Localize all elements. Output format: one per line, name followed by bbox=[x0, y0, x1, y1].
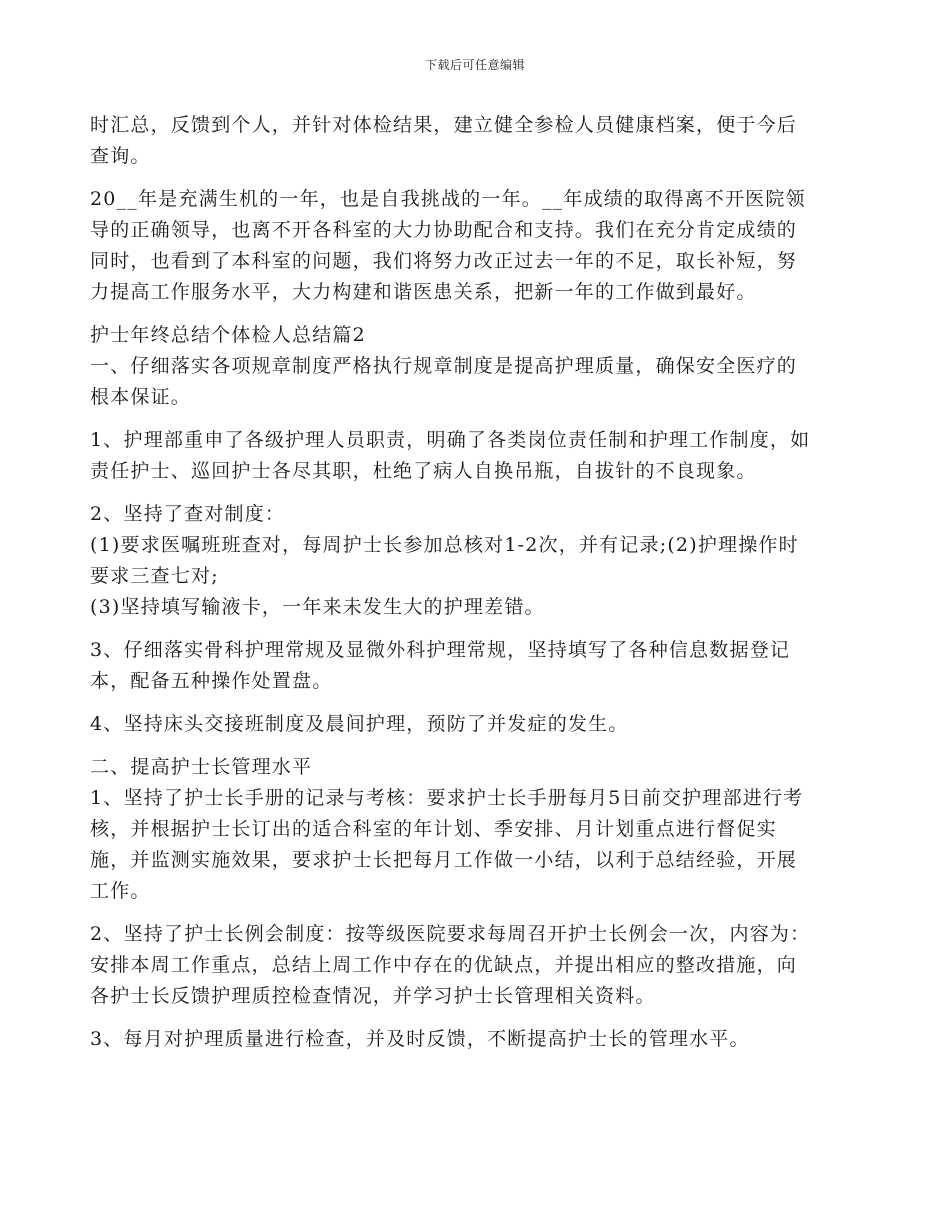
paragraph bbox=[90, 635, 865, 697]
paragraph bbox=[90, 351, 865, 413]
text-line: 要求三查七对; bbox=[90, 565, 219, 587]
text-line: 3、每月对护理质量进行检查，并及时反馈，不断提高护士长的管理水平。 bbox=[90, 1028, 750, 1050]
text-line: 4、坚持床头交接班制度及晨间护理，预防了并发症的发生。 bbox=[90, 713, 629, 735]
text-line: 1、护理部重申了各级护理人员职责，明确了各类岗位责任制和护理工作制度，如 bbox=[90, 429, 811, 451]
text-line: 3、仔细落实骨科护理常规及显微外科护理常规，坚持填写了各种信息数据登记 bbox=[90, 639, 791, 661]
text-line: 2、坚持了查对制度： bbox=[90, 503, 286, 525]
text-line: 2、坚持了护士长例会制度：按等级医院要求每周召开护士长例会一次，内容为： bbox=[90, 923, 811, 945]
paragraph bbox=[90, 919, 865, 1012]
text-line: 20__年是充满生机的一年，也是自我挑战的一年。__年成绩的取得离不开医院领 bbox=[90, 188, 806, 210]
text-line: 一、仔细落实各项规章制度严格执行规章制度是提高护理质量，确保安全医疗的 bbox=[90, 355, 798, 377]
paragraph bbox=[90, 499, 865, 623]
text-line: 导的正确领导，也离不开各科室的大力协助配合和支持。我们在充分肯定成绩的 bbox=[90, 219, 798, 241]
text-line: 同时，也看到了本科室的问题，我们将努力改正过去一年的不足，取长补短，努 bbox=[90, 250, 798, 272]
page-header: 下载后可任意编辑 bbox=[424, 58, 525, 72]
paragraph bbox=[90, 709, 865, 740]
paragraph bbox=[90, 1024, 865, 1055]
text-line: 护士年终总结个体检人总结篇2 bbox=[90, 324, 366, 346]
text-line: 工作。 bbox=[90, 880, 151, 902]
text-line: 各护士长反馈护理质控检查情况，并学习护士长管理相关资料。 bbox=[90, 985, 656, 1007]
paragraph bbox=[90, 184, 865, 308]
paragraph bbox=[90, 783, 865, 907]
text-line: 责任护士、巡回护士各尽其职，杜绝了病人自换吊瓶，自拔针的不良现象。 bbox=[90, 460, 757, 482]
section-heading bbox=[90, 320, 865, 351]
text-line: 时汇总，反馈到个人，并针对体检结果，建立健全参检人员健康档案，便于今后 bbox=[90, 114, 798, 136]
text-line: 施，并监测实施效果，要求护士长把每月工作做一小结，以利于总结经验，开展 bbox=[90, 849, 798, 871]
section-heading bbox=[90, 752, 865, 783]
text-line: (3)坚持填写输液卡，一年来未发生大的护理差错。 bbox=[90, 596, 545, 618]
text-line: (1)要求医嘱班班查对，每周护士长参加总核对1-2次，并有记录;(2)护理操作时 bbox=[90, 534, 799, 556]
text-line: 根本保证。 bbox=[90, 386, 192, 408]
text-line: 力提高工作服务水平，大力构建和谐医患关系，把新一年的工作做到最好。 bbox=[90, 281, 757, 303]
text-line: 查询。 bbox=[90, 145, 151, 167]
text-line: 二、提高护士长管理水平 bbox=[90, 756, 313, 778]
text-line: 安排本周工作重点，总结上周工作中存在的优缺点，并提出相应的整改措施，向 bbox=[90, 954, 798, 976]
text-line: 核，并根据护士长订出的适合科室的年计划、季安排、月计划重点进行督促实 bbox=[90, 818, 777, 840]
paragraph bbox=[90, 110, 865, 172]
document-body bbox=[90, 110, 865, 1067]
text-line: 本，配备五种操作处置盘。 bbox=[90, 670, 333, 692]
text-line: 1、坚持了护士长手册的记录与考核：要求护士长手册每月5日前交护理部进行考 bbox=[90, 787, 804, 809]
paragraph bbox=[90, 425, 865, 487]
